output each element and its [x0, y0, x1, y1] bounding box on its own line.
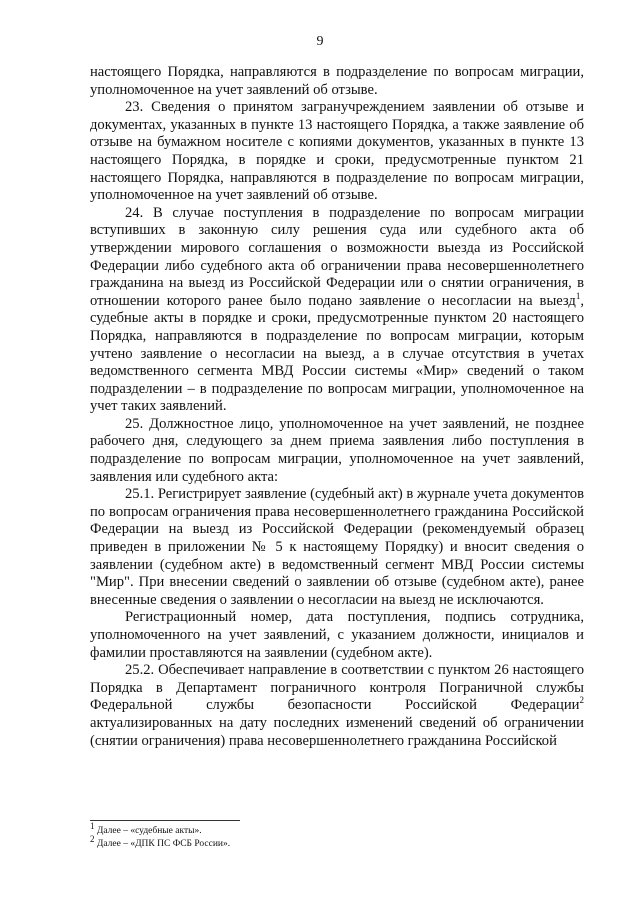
- paragraph-25-1: 25.1. Регистрирует заявление (судебный акт) в журнале учета документов по вопросам ограничения права несовершеннолетнего гражданина Российской Федерации на выезд из Российской Федерации (рекомендуемый образец приведен в приложении № 5 к настоящему Порядку) и вносит сведения о заявлении (судебном акте) в ведомственный сегмент МВД России системы "Мир". При внесении сведений о заявлении об отзыве (судебном акте), ранее внесенные сведения о заявлении о несогласии на выезд не исключаются.: [90, 486, 584, 608]
- paragraph-25-2: [90, 662, 584, 750]
- body-text: [90, 64, 584, 750]
- page-number: 9: [316, 34, 324, 49]
- paragraph-24: [90, 205, 584, 416]
- paragraph-24-text-a: 24. В случае поступления в подразделение по вопросам миграции вступивших в законную силу решения суда или судебного акта об утверждении мирового соглашения о возможности выезда из Российской Федерации либо судебного акта об ограничении права несовершеннолетнего гражданина на выезд из Российской Федерации или о снятии ограничения, в отношении которого ранее было подано заявление о несогласии на выезд: [90, 204, 584, 309]
- paragraph-25-1-registration: Регистрационный номер, дата поступления, подпись сотрудника, уполномоченного на учет заявлений, с указанием должности, инициалов и фамилии проставляются на заявлении (судебном акте).: [90, 609, 584, 661]
- footnote-ref-2: 2: [579, 695, 584, 706]
- footnote-2: [90, 833, 584, 851]
- footnote-mark: 1: [90, 820, 95, 831]
- footnote-ref-1: 1: [575, 290, 581, 301]
- footnote-1: [90, 820, 584, 838]
- paragraph-24-text-b: , судебные акты в порядке и сроки, предусмотренные пунктом 20 настоящего Порядка, направляются в подразделение по вопросам миграции, которым учтено заявление о несогласии на выезд, а в случае отсутствия в учетах ведомственного сегмента МВД России системы «Мир» сведений о таком подразделении – в подразделение по вопросам миграции, уполномоченное на учет таких заявлений.: [90, 292, 584, 415]
- footnote-text: Далее – «судебные акты».: [94, 826, 202, 836]
- paragraph-25-2-text-b: актуализированных на дату последних изменений сведений об ограничении (снятии ограничения) права несовершеннолетнего гражданина Российской: [90, 714, 584, 749]
- paragraph-continuation: настоящего Порядка, направляются в подразделение по вопросам миграции, уполномоченное на учет заявлений об отзыве.: [90, 64, 584, 98]
- footnote-separator: [90, 820, 240, 821]
- paragraph-25: 25. Должностное лицо, уполномоченное на учет заявлений, не позднее рабочего дня, следующего за днем приема заявления либо поступления в подразделение по вопросам миграции, уполномоченное на учет заявлений, заявления или судебного акта:: [90, 415, 584, 485]
- paragraph-23: 23. Сведения о принятом загранучреждением заявлении об отзыве и документах, указанных в пункте 13 настоящего Порядка, а также заявление об отзыве на бумажном носителе с копиями документов, указанных в пункте 13 настоящего Порядка, в порядке и сроки, предусмотренные пунктом 21 настоящего Порядка, направляются в подразделение по вопросам миграции, уполномоченное на учет заявлений об отзыве.: [90, 99, 584, 204]
- footnote-mark: 2: [90, 833, 95, 844]
- paragraph-25-2-text-a: 25.2. Обеспечивает направление в соответствии с пунктом 26 настоящего Порядка в Департамент пограничного контроля Пограничной службы Федеральной службы безопасности Российской Федерации: [90, 662, 584, 714]
- footnotes: [90, 820, 584, 850]
- footnote-text: Далее – «ДПК ПС ФСБ России».: [94, 838, 231, 849]
